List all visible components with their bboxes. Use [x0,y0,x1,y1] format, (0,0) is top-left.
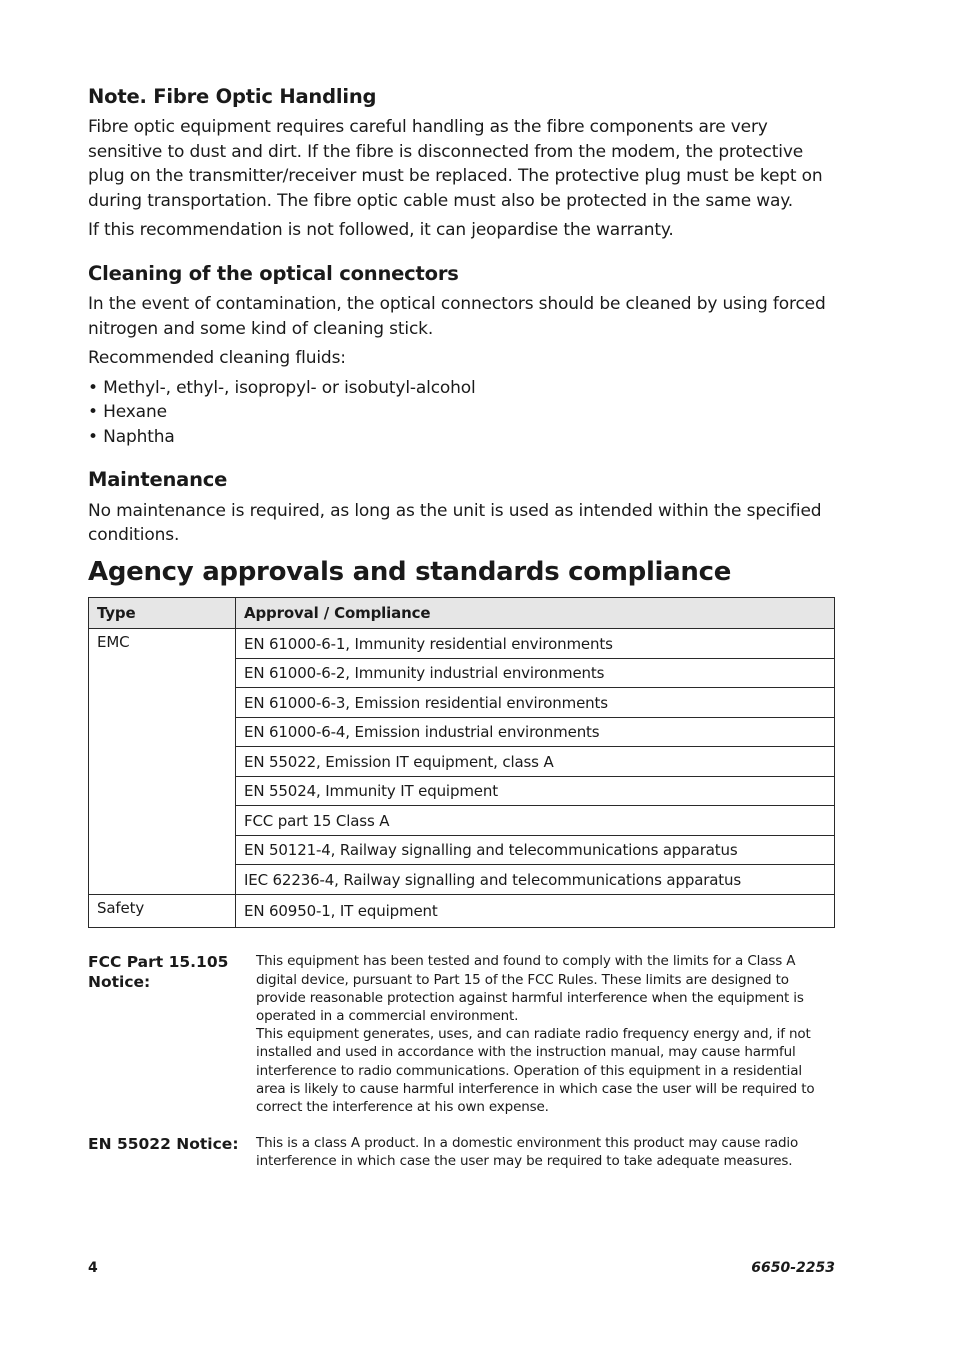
column-header-type: Type [89,598,236,629]
table-row [89,894,835,928]
en55022-notice-label: EN 55022 Notice: [88,1135,239,1154]
approval-cell: EN 61000-6-3, Emission residential environments [236,688,835,718]
maintenance-paragraph: No maintenance is required, as long as the unit is used as intended within the specified conditions. [88,500,822,546]
column-header-approval: Approval / Compliance [236,598,835,629]
list-item: • Methyl-, ethyl-, isopropyl- or isobutyl-alcohol [88,377,476,398]
page-footer [88,1260,835,1276]
fcc-notice-paragraph: This equipment generates, uses, and can radiate radio frequency energy and, if not installed and used in accordance with the instruction manual, may cause harmful interference to radio communications. Operation of this equipment in a residential area is likely to cause harmful interference in which case the user will be required to correct the interference at his own expense. [256,1026,815,1115]
approval-cell: EN 60950-1, IT equipment [236,894,835,928]
page-number: 4 [88,1260,98,1276]
cleaning-fluids-intro: Recommended cleaning fluids: [88,348,346,369]
en55022-notice-body [256,1134,835,1170]
table-row [89,629,835,659]
fcc-notice-label [88,952,256,1116]
approval-cell: EN 50121-4, Railway signalling and telecommunications apparatus [236,835,835,865]
cleaning-heading: Cleaning of the optical connectors [88,261,459,285]
en55022-notice-paragraph: This is a class A product. In a domestic environment this product may cause radio interference in which case the user may be required to take adequate measures. [256,1135,799,1170]
fcc-notice-body [256,952,835,1116]
approval-cell: EN 61000-6-2, Immunity industrial environments [236,658,835,688]
maintenance-section [88,467,835,547]
type-cell-safety: Safety [89,894,236,928]
fibre-optic-note-heading: Note. Fibre Optic Handling [88,85,377,108]
approval-cell: EN 55024, Immunity IT equipment [236,776,835,806]
fcc-notice-label-line: FCC Part 15.105 [88,953,229,972]
document-number: 6650-2253 [751,1260,835,1276]
approval-cell: IEC 62236-4, Railway signalling and telecommunications apparatus [236,865,835,895]
list-item: • Naphtha [88,426,175,447]
approval-cell: EN 55022, Emission IT equipment, class A [236,747,835,777]
fibre-optic-note-paragraph: Fibre optic equipment requires careful handling as the fibre components are very sensitive to dust and dirt. If the fibre is disconnected from the modem, the protective plug on the transmitter/receiver must be replaced. The protective plug must be kept on during transportation. The fibre optic cable must also be protected in the same way. [88,117,823,211]
fcc-notice [88,952,835,1116]
approval-cell: FCC part 15 Class A [236,806,835,836]
approvals-table [88,597,835,928]
warranty-paragraph: If this recommendation is not followed, it can jeopardise the warranty. [88,220,674,241]
fcc-notice-paragraph: This equipment has been tested and found to comply with the limits for a Class A digital device, pursuant to Part 15 of the FCC Rules. These limits are designed to provide reasonable protection against harmful interference when the equipment is operated in a commercial environment. [256,953,804,1024]
agency-approvals-heading: Agency approvals and standards compliance [88,556,732,587]
fcc-notice-label-line: Notice: [88,973,151,992]
table-header-row [89,598,835,629]
cleaning-paragraph: In the event of contamination, the optical connectors should be cleaned by using forced nitrogen and some kind of cleaning stick. [88,294,826,339]
en55022-notice [88,1134,835,1170]
approval-cell: EN 61000-6-1, Immunity residential environments [236,629,835,659]
type-cell-emc: EMC [89,629,236,895]
document-page [88,84,835,1171]
cleaning-fluids-list [88,376,835,450]
approval-cell: EN 61000-6-4, Emission industrial environments [236,717,835,747]
list-item: • Hexane [88,402,167,423]
fibre-optic-note-section [88,84,835,243]
cleaning-section [88,261,835,449]
maintenance-heading: Maintenance [88,468,228,492]
